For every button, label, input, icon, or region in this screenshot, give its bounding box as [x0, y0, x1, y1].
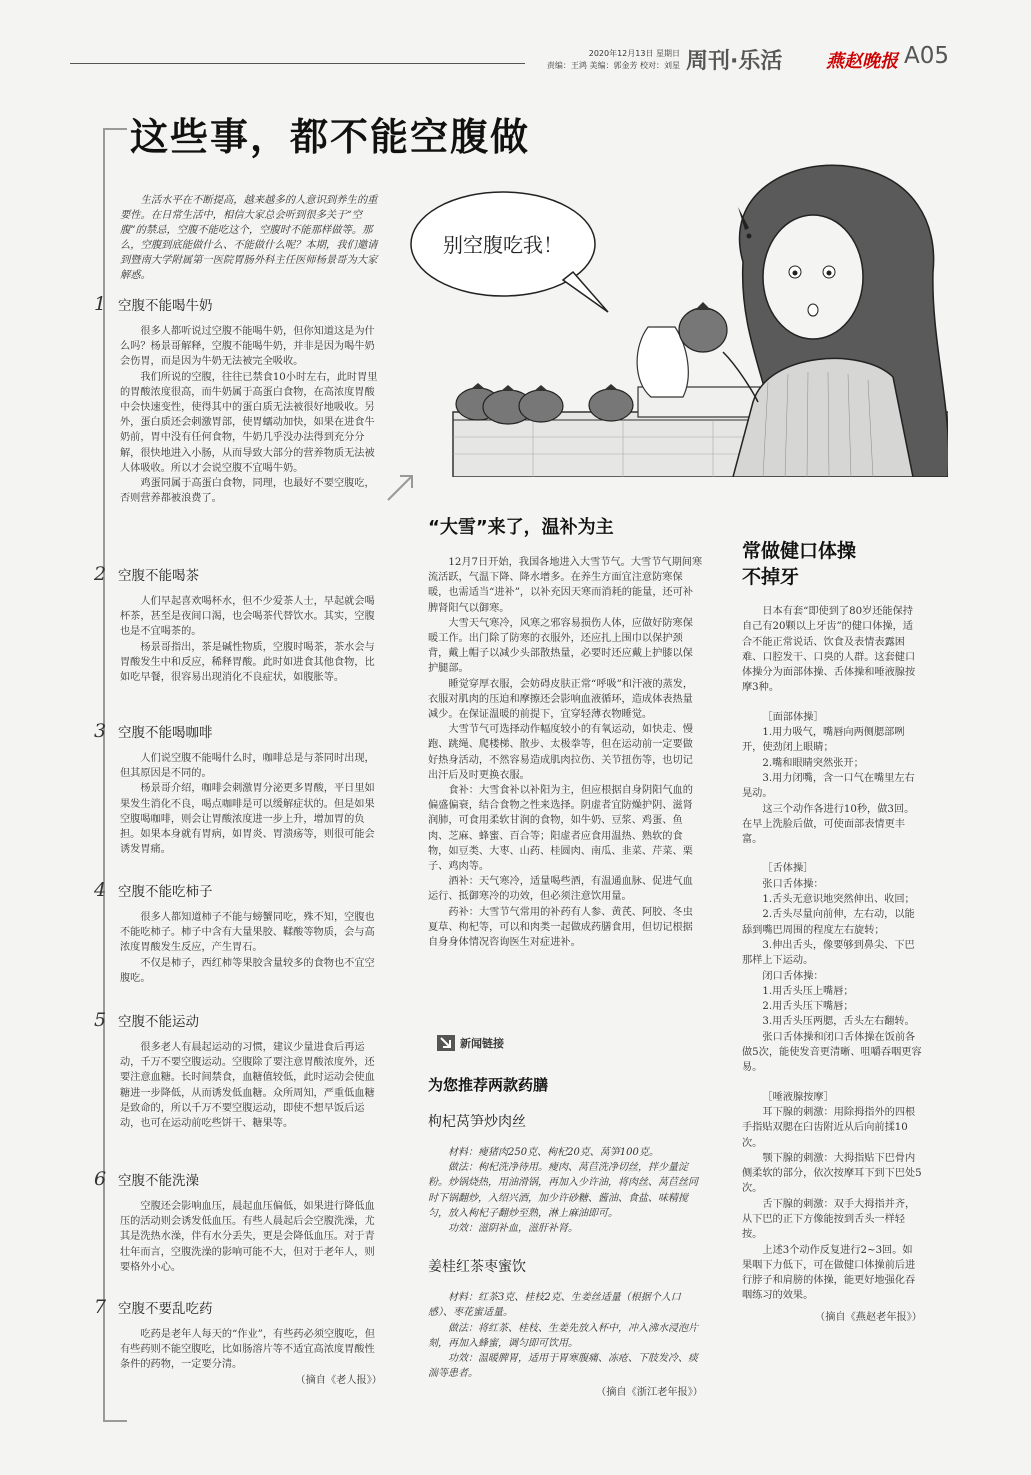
article-intro: 生活水平在不断提高，越来越多的人意识到养生的重要性。在日常生活中，相信大家总会听到很多关于“空腹”的禁忌，空腹不能吃这个，空腹时不能那样做等。那么，空腹到底能做什么、不能做什么呢？本期，我们邀请到暨南大学附属第一医院胃肠外科主任医师杨景哥为大家解惑。 [120, 194, 378, 282]
arrow-icon [384, 470, 418, 508]
header-rule [70, 63, 525, 64]
section-title: 空腹不能吃柿子 [118, 884, 213, 900]
section-title: 空腹不要乱吃药 [118, 1301, 213, 1317]
block-label: ［唾液腺按摩］ [762, 1091, 834, 1103]
section-1 [94, 293, 384, 506]
daxue-article [428, 513, 703, 950]
recipe-paragraph: 做法：将红茶、桂枝、生姜先放入杯中，冲入沸水浸泡片刻，再加入蜂蜜，调匀即可饮用。 [428, 1322, 698, 1349]
paragraph: 食补：大雪食补以补阳为主，但应根据自身阴阳气血的偏盛偏衰，结合食物之性来选择。阴虚者宜防燥护阴、滋肾润肺，可食用柔软甘润的食物，如牛奶、豆浆、鸡蛋、鱼肉、芝麻、蜂蜜、百合等；阳虚者应食用温热、熟软的食物，如豆类、大枣、山药、桂圆肉、南瓜、韭菜、芹菜、栗子、鸡肉等。 [428, 785, 693, 873]
paragraph: 很多人都听说过空腹不能喝牛奶，但你知道这是为什么吗？杨景哥解释，空腹不能喝牛奶，并非是因为喝牛奶会伤胃，而是因为牛奶无法被完全吸收。 [120, 326, 375, 368]
paragraph: 不仅是柿子，西红柿等果胶含量较多的食物也不宜空腹吃。 [120, 957, 375, 984]
section-5 [94, 1009, 384, 1131]
exercise-intro: 日本有套“即使到了80岁还能保持自己有20颗以上牙齿”的健口体操，适合不能正常说话、饮食及表情表露困难、口腔发干、口臭的人群。这套健口体操分为面部体操、舌体操和唾液腺按摩3种。 [742, 606, 916, 694]
exercise-line: 1.用舌头压上嘴唇； [762, 985, 854, 997]
section-3 [94, 720, 384, 857]
page-number: A05 [904, 43, 950, 69]
persimmon-illustration [393, 152, 948, 477]
exercise-line: 颚下腺的刺激：大拇指贴下巴骨内侧柔软的部分，依次按摩耳下到下巴处5次。 [742, 1152, 922, 1195]
exercise-line: 3.伸出舌头，像要够到鼻尖、下巴那样上下运动。 [742, 939, 915, 967]
paragraph: 吃药是老年人每天的“作业”，有些药必须空腹吃，但有些药则不能空腹吃，比如肠溶片等不适宜高浓度胃酸性条件的药物，一定要分清。 [120, 1329, 375, 1371]
section-number: 3 [94, 720, 107, 742]
section-number: 6 [94, 1168, 107, 1190]
section-number: 1 [94, 293, 107, 315]
section-2 [94, 563, 384, 685]
speech-bubble-text: 别空腹吃我！ [443, 233, 563, 257]
recipe-paragraph: 功效：滋阴补血，滋肝补肾。 [448, 1223, 578, 1235]
exercise-line: 2.舌头尽量向前伸，左右动，以能舔到嘴巴周围的程度左右旋转； [742, 909, 915, 936]
exercise-line: 张口舌体操： [762, 878, 824, 890]
block-label: ［舌体操］ [762, 863, 814, 875]
block-label: ［面部体操］ [762, 711, 824, 723]
arrow-badge-icon [437, 1035, 455, 1051]
exercise-line: 张口舌体操和闭口舌体操在饭前各做5次，能使发音更清晰、咀嚼吞咽更容易。 [742, 1031, 922, 1074]
paragraph: 人们说空腹不能喝什么时，咖啡总是与茶同时出现，但其原因是不同的。 [120, 753, 375, 780]
article-title: 这些事，都不能空腹做 [130, 115, 531, 159]
paragraph: 睡觉穿厚衣服，会妨碍皮肤正常“呼吸”和汗液的蒸发，衣服对肌肉的压迫和摩擦还会影响血液循环，造成体表热量减少。在保证温暖的前提下，宜穿轻薄衣物睡觉。 [428, 678, 694, 721]
exercise-line: 3.用舌头压两腮，舌头左右翻转。 [762, 1016, 915, 1028]
exercise-line: 2.嘴和眼睛突然张开； [762, 757, 864, 769]
exercise-line: 上述3个动作反复进行2~3回。如果咽下力低下，可在做健口体操前后进行脖子和肩膀的体操，能更好地强化吞咽练习的效果。 [742, 1244, 916, 1302]
paragraph: 大雪节气可选择动作幅度较小的有氧运动，如快走、慢跑、跳绳、爬楼梯、散步、太极拳等，但在运动前一定要做好热身活动，不然容易造成肌肉拉伤、关节扭伤等，也切记出汗后及时更换衣服。 [428, 724, 693, 781]
paragraph: 杨景哥介绍，咖啡会刺激胃分泌更多胃酸，平日里如果发生消化不良，喝点咖啡是可以缓解症状的。但是如果空腹喝咖啡，则会让胃酸浓度进一步上升，增加胃的负担。如果本身就有胃病，如胃炎、胃溃疡等，则很可能会诱发胃痛。 [120, 783, 375, 856]
header-meta [540, 48, 680, 72]
exercise-line: 闭口舌体操： [762, 970, 824, 982]
exercise-title-line2: 不掉牙 [742, 566, 800, 588]
exercise-line: 耳下腺的刺激：用除拇指外的四根手指贴双腮在臼齿附近从后向前揉10次。 [742, 1106, 916, 1149]
recipe-name: 姜桂红茶枣蜜饮 [428, 1259, 526, 1276]
header-editors: 责编：王鸿 美编：郭金芳 校对：刘星 [546, 61, 680, 70]
section-title: 空腹不能喝茶 [118, 568, 199, 584]
recipes-block [428, 1074, 703, 1400]
paragraph: 鸡蛋同属于高蛋白食物，同理，也最好不要空腹吃，否则营养都被浪费了。 [120, 478, 375, 505]
section-4 [94, 879, 384, 986]
exercise-source: （摘自《燕赵老年报》） [815, 1311, 922, 1323]
recipes-title: 为您推荐两款药膳 [428, 1076, 549, 1094]
paragraph: 杨景哥指出，茶是碱性物质，空腹时喝茶，茶水会与胃酸发生中和反应，稀释胃酸。此时如进食其他食物，比如吃早餐，很容易出现消化不良症状，如腹胀等。 [120, 641, 375, 684]
section-number: 5 [94, 1009, 107, 1031]
paragraph: 酒补：天气寒冷，适量喝些酒，有温通血脉、促进气血运行、抵御寒冷的功效，但必须注意饮用量。 [428, 876, 693, 903]
paragraph: 我们所说的空腹，往往已禁食10小时左右，此时胃里的胃酸浓度很高，而牛奶属于高蛋白食物，在高浓度胃酸中会快速变性，使得其中的蛋白质无法被很好地吸收。另外，蛋白质还会刺激胃部，使胃蠕动加快，如果在进食牛奶前，胃中没有任何食物，牛奶几乎没办法得到充分分解，很快地进入小肠，从而导致大部分的营养物质无法被人体吸收。所以才会说空腹不宜喝牛奶。 [120, 371, 378, 474]
article-source: （摘自《老人报》） [295, 1374, 382, 1386]
paragraph: 很多人都知道柿子不能与螃蟹同吃，殊不知，空腹也不能吃柿子。柿子中含有大量果胶、鞣酸等物质，会与高浓度胃酸发生反应，产生胃石。 [120, 912, 375, 954]
paragraph: 很多老人有晨起运动的习惯，建议少量进食后再运动，千万不要空腹运动。空腹除了要注意胃酸浓度外，还要注意血糖。长时间禁食，血糖值较低，此时运动会使血糖进一步降低，从而诱发低血糖。众所周知，严重低血糖是致命的，所以千万不要空腹运动，即使不想早饭后运动，也可在运动前吃些饼干、糖果等。 [120, 1042, 375, 1130]
header-date: 2020年12月13日 星期日 [588, 49, 680, 58]
recipes-source: （摘自《浙江老年报》） [596, 1387, 703, 1399]
recipe-name: 枸杞莴笋炒肉丝 [428, 1114, 526, 1130]
exercise-article [742, 538, 922, 1325]
recipe-paragraph: 材料：红茶3克、桂枝2克、生姜丝适量（根据个人口感）、枣花蜜适量。 [428, 1292, 681, 1319]
section-number: 2 [94, 563, 107, 585]
paragraph: 人们早起喜欢喝杯水，但不少爱茶人士，早起就会喝杯茶，甚至是夜间口渴，也会喝茶代替饮水。其实，空腹也是不宜喝茶的。 [120, 596, 375, 638]
header-section-title: 周刊·乐活 [686, 49, 783, 74]
section-title: 空腹不能运动 [118, 1014, 199, 1030]
newspaper-logo: 燕赵晚报 [826, 51, 898, 72]
exercise-line: 1.舌头无意识地突然伸出、收回； [762, 894, 915, 906]
exercise-line: 2.用舌头压下嘴唇； [762, 1001, 854, 1013]
paragraph: 药补：大雪节气常用的补药有人参、黄芪、阿胶、冬虫夏草、枸杞等，可以和肉类一起做成药膳食用，但切记根据自身身体情况咨询医生对症进补。 [428, 906, 693, 949]
exercise-line: 3.用力闭嘴，含一口气在嘴里左右晃动。 [742, 772, 915, 800]
daxue-title: “大雪”来了，温补为主 [428, 517, 614, 538]
paragraph: 空腹还会影响血压，晨起血压偏低，如果进行降低血压的活动则会诱发低血压。有些人晨起后会空腹洗澡，尤其是洗热水澡，伴有水分丢失，更是会降低血压。对于青壮年而言，空腹洗澡的影响可能不大，但对于老年人，则要格外小心。 [120, 1201, 375, 1273]
news-link-tag [437, 1035, 504, 1051]
exercise-line: 1.用力吸气，嘴唇向两侧腮部咧开，使劲闭上眼睛； [742, 727, 905, 754]
section-title: 空腹不能喝咖啡 [118, 725, 213, 741]
section-7 [94, 1296, 384, 1388]
section-6 [94, 1168, 384, 1275]
illustration-svg [393, 152, 948, 477]
recipe-paragraph: 做法：枸杞洗净待用。瘦肉、莴苣洗净切丝，拌少量淀粉。炒锅烧热，用油滑锅，再加入少许油，将肉丝、莴苣丝同时下锅翻炒，入绍兴酒，加少许砂糖、酱油、食盐、味精搅匀，放入枸杞子翻炒至熟，淋上麻油即可。 [428, 1162, 698, 1219]
news-link-label: 新闻链接 [460, 1037, 504, 1050]
exercise-line: 这三个动作各进行10秒，做3回。在早上洗脸后做，可使面部表情更丰富。 [742, 803, 915, 846]
exercise-title-line1: 常做健口体操 [742, 540, 857, 562]
recipe-paragraph: 材料：瘦猪肉250克、枸杞20克、莴笋100克。 [448, 1147, 659, 1158]
recipe-paragraph: 功效：温暖脾胃，适用于胃寒腹痛、冻疮、下肢发冷、痰湍等患者。 [428, 1353, 698, 1380]
section-number: 7 [94, 1296, 107, 1318]
section-title: 空腹不能喝牛奶 [118, 298, 213, 314]
section-title: 空腹不能洗澡 [118, 1173, 199, 1189]
exercise-line: 舌下腺的刺激：双手大拇指并齐，从下巴的正下方像能按到舌头一样轻按。 [742, 1198, 916, 1241]
section-number: 4 [94, 879, 107, 901]
paragraph: 12月7日开始，我国各地进入大雪节气。大雪节气期间寒流活跃，气温下降、降水增多。在养生方面宜注意防寒保暖，也需适当“进补”，以补充因天寒而消耗的能量，还可补脾肾阳气以御寒。 [428, 557, 703, 614]
paragraph: 大雪天气寒冷，风寒之邪容易损伤人体，应做好防寒保暖工作。出门除了防寒的衣服外，还应扎上围巾以保护颈背，戴上帽子以减少头部散热量，必要时还应戴上护膝以保护腿部。 [428, 617, 693, 675]
